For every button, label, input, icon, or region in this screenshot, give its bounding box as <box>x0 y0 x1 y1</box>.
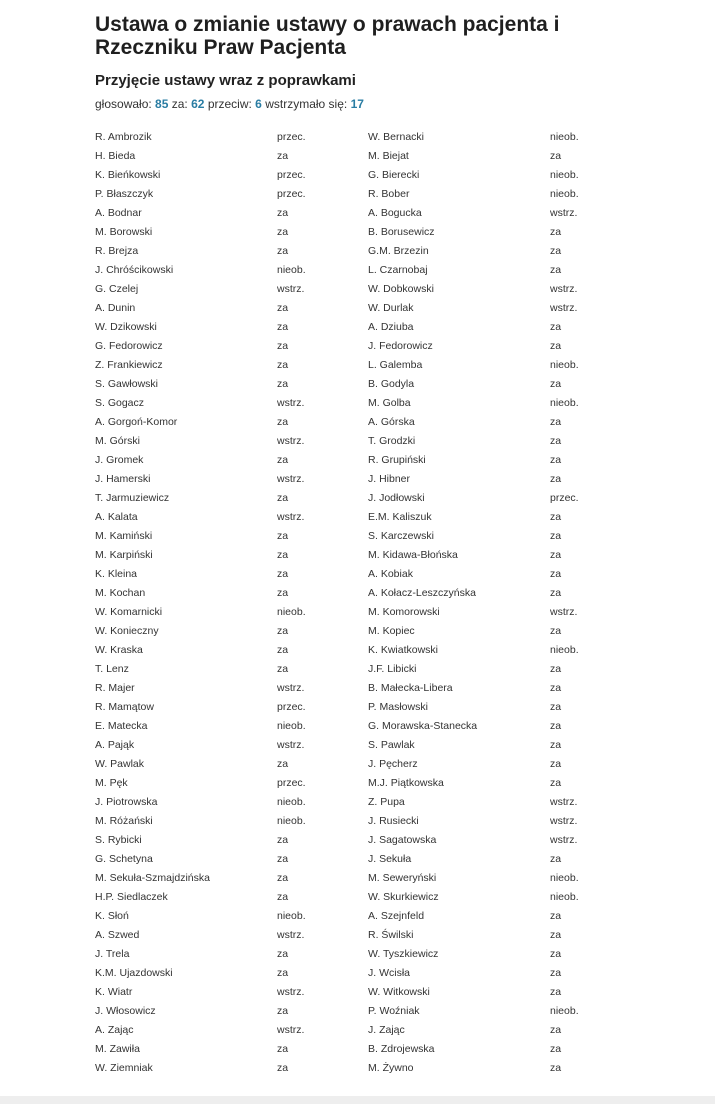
senator-name: R. Majer <box>95 682 135 694</box>
senator-vote: za <box>277 891 289 903</box>
senator-vote: za <box>550 1062 562 1074</box>
senator-name: M. Biejat <box>368 150 409 162</box>
senator-vote: wstrz. <box>550 283 578 295</box>
senator-vote: za <box>550 663 562 675</box>
senator-vote: nieob. <box>550 891 579 903</box>
senator-vote: nieob. <box>277 796 306 808</box>
senator-vote: za <box>550 986 562 998</box>
senator-name: S. Karczewski <box>368 530 434 542</box>
senator-vote: za <box>550 378 562 390</box>
senator-vote: za <box>550 1024 562 1036</box>
senator-vote: przec. <box>277 701 306 713</box>
senator-name: R. Mamątow <box>95 701 154 713</box>
senator-vote: za <box>550 929 562 941</box>
page-header <box>95 0 655 112</box>
senator-name: S. Gogacz <box>95 397 145 409</box>
senator-name: M. Sekuła-Szmajdzińska <box>95 872 210 884</box>
senator-vote: wstrz. <box>277 986 305 998</box>
senator-vote: za <box>277 492 289 504</box>
senator-name: M. Kochan <box>95 587 146 599</box>
senator-name: S. Gawłowski <box>95 378 159 390</box>
senator-name: S. Pawlak <box>368 739 415 751</box>
senator-vote: za <box>550 625 562 637</box>
senator-vote: wstrz. <box>277 435 305 447</box>
for-label: za: <box>171 97 188 111</box>
senator-name: M. Kidawa-Błońska <box>368 549 458 561</box>
senator-name: P. Błaszczyk <box>95 188 154 200</box>
senator-name: M. Pęk <box>95 777 128 789</box>
senator-vote: nieob. <box>550 359 579 371</box>
senator-name: B. Godyla <box>368 378 415 390</box>
senator-name: M. Żywno <box>368 1062 414 1074</box>
senator-vote: za <box>277 644 289 656</box>
senator-vote: nieob. <box>550 872 579 884</box>
senator-vote: przec. <box>277 777 306 789</box>
senator-name: P. Woźniak <box>368 1005 420 1017</box>
senator-name: J. Pęcherz <box>368 758 418 770</box>
senator-vote: za <box>550 321 562 333</box>
senator-name: R. Grupiński <box>368 454 426 466</box>
senator-vote: wstrz. <box>550 302 578 314</box>
senator-vote: wstrz. <box>277 283 305 295</box>
senator-vote: za <box>277 1043 289 1055</box>
senator-vote: za <box>550 720 562 732</box>
senator-name: W. Durlak <box>368 302 414 314</box>
against-count: 6 <box>255 97 262 111</box>
senator-vote: za <box>277 948 289 960</box>
senator-name: G. Bierecki <box>368 169 420 181</box>
senator-vote: za <box>277 568 289 580</box>
senator-name: G. Fedorowicz <box>95 340 163 352</box>
senator-name: W. Dzikowski <box>95 321 157 333</box>
senator-name: M. Borowski <box>95 226 153 238</box>
senator-vote: za <box>550 777 562 789</box>
senator-vote: za <box>550 511 562 523</box>
senator-vote: za <box>550 150 562 162</box>
senator-vote: za <box>550 530 562 542</box>
senator-name: L. Czarnobaj <box>368 264 428 276</box>
senator-name: J. Chróścikowski <box>95 264 174 276</box>
senator-name: G. Morawska-Stanecka <box>368 720 478 732</box>
senator-name: G. Schetyna <box>95 853 153 865</box>
senator-name: M. Różański <box>95 815 153 827</box>
senator-name: B. Małecka-Libera <box>368 682 453 694</box>
senator-name: J. Wcisła <box>368 967 410 979</box>
senator-vote: wstrz. <box>550 834 578 846</box>
senator-name: A. Bogucka <box>368 207 422 219</box>
senator-name: J. Włosowicz <box>95 1005 156 1017</box>
senator-name: A. Bodnar <box>95 207 142 219</box>
senator-name: J. Gromek <box>95 454 144 466</box>
senator-vote: wstrz. <box>277 929 305 941</box>
senator-name: H.P. Siedlaczek <box>95 891 168 903</box>
senator-vote: za <box>277 454 289 466</box>
senator-name: J. Hibner <box>368 473 411 485</box>
senator-vote: nieob. <box>277 720 306 732</box>
senator-vote: nieob. <box>550 644 579 656</box>
senator-name: J. Sagatowska <box>368 834 437 846</box>
senator-vote: wstrz. <box>550 606 578 618</box>
senator-name: A. Kołacz-Leszczyńska <box>368 587 476 599</box>
senator-name: M. Kopiec <box>368 625 415 637</box>
senator-vote: nieob. <box>550 188 579 200</box>
for-count: 62 <box>191 97 205 111</box>
senator-name: M. Komorowski <box>368 606 440 618</box>
senator-name: B. Borusewicz <box>368 226 435 238</box>
senator-vote: za <box>277 872 289 884</box>
senator-vote: przec. <box>277 188 306 200</box>
senator-name: J. Rusiecki <box>368 815 419 827</box>
senator-vote: za <box>277 758 289 770</box>
senator-vote: nieob. <box>277 264 306 276</box>
senator-vote: nieob. <box>550 1005 579 1017</box>
senator-name: K. Kwiatkowski <box>368 644 439 656</box>
senator-vote: przec. <box>277 169 306 181</box>
senator-vote: za <box>550 948 562 960</box>
senator-vote: za <box>550 435 562 447</box>
senator-name: P. Masłowski <box>368 701 428 713</box>
page-title: Ustawa o zmianie ustawy o prawach pacjenta i Rzeczniku Praw Pacjenta <box>95 13 560 59</box>
senator-vote: wstrz. <box>277 739 305 751</box>
senator-vote: nieob. <box>550 169 579 181</box>
senator-name: W. Pawlak <box>95 758 145 770</box>
senator-name: M. Seweryński <box>368 872 437 884</box>
senator-vote: nieob. <box>277 910 306 922</box>
footer-bar <box>0 1096 715 1104</box>
senator-vote: za <box>277 1005 289 1017</box>
senator-vote: za <box>550 758 562 770</box>
senator-vote: za <box>277 226 289 238</box>
senator-vote: za <box>277 587 289 599</box>
voted-count: 85 <box>155 97 169 111</box>
senator-name: W. Skurkiewicz <box>368 891 439 903</box>
senator-name: A. Szejnfeld <box>368 910 425 922</box>
senator-vote: za <box>550 682 562 694</box>
senator-name: G. Czelej <box>95 283 139 295</box>
senator-vote: za <box>550 1043 562 1055</box>
senator-vote: za <box>550 701 562 713</box>
against-label: przeciw: <box>207 97 252 111</box>
senator-name: J. Piotrowska <box>95 796 158 808</box>
senator-vote: przec. <box>550 492 579 504</box>
senator-name: T. Jarmuziewicz <box>95 492 170 504</box>
abstain-label: wstrzymało się: <box>265 97 348 111</box>
senator-name: B. Zdrojewska <box>368 1043 435 1055</box>
senator-vote: za <box>550 226 562 238</box>
senator-vote: wstrz. <box>550 207 578 219</box>
senator-vote: za <box>277 967 289 979</box>
senator-vote: za <box>277 416 289 428</box>
senator-vote: nieob. <box>277 606 306 618</box>
senator-name: W. Bernacki <box>368 131 425 143</box>
senator-vote: za <box>277 245 289 257</box>
senator-vote: za <box>277 1062 289 1074</box>
abstain-count: 17 <box>350 97 364 111</box>
senator-name: R. Brejza <box>95 245 139 257</box>
senator-vote: wstrz. <box>277 473 305 485</box>
senator-vote: za <box>277 302 289 314</box>
senator-name: J. Jodłowski <box>368 492 425 504</box>
senator-vote: za <box>550 454 562 466</box>
senator-vote: wstrz. <box>550 796 578 808</box>
senator-vote: za <box>550 967 562 979</box>
senator-name: A. Górska <box>368 416 415 428</box>
senator-name: A. Szwed <box>95 929 140 941</box>
senator-name: M. Karpiński <box>95 549 153 561</box>
senator-name: E. Matecka <box>95 720 148 732</box>
senator-name: E.M. Kaliszuk <box>368 511 432 523</box>
senator-name: A. Pająk <box>95 739 135 751</box>
senator-name: J. Trela <box>95 948 130 960</box>
senator-name: J. Sekuła <box>368 853 412 865</box>
senator-name: Z. Frankiewicz <box>95 359 163 371</box>
senator-vote: za <box>550 739 562 751</box>
senator-name: M.J. Piątkowska <box>368 777 444 789</box>
senator-name: A. Zając <box>95 1024 134 1036</box>
senator-vote: wstrz. <box>277 682 305 694</box>
senator-name: J. Fedorowicz <box>368 340 433 352</box>
senator-name: T. Lenz <box>95 663 129 675</box>
senator-name: A. Kobiak <box>368 568 413 580</box>
senator-name: A. Kalata <box>95 511 138 523</box>
senator-vote: wstrz. <box>550 815 578 827</box>
senator-name: W. Ziemniak <box>95 1062 153 1074</box>
senator-vote: nieob. <box>277 815 306 827</box>
senator-vote: nieob. <box>550 131 579 143</box>
senator-name: J.F. Libicki <box>368 663 417 675</box>
senator-vote: za <box>277 378 289 390</box>
senator-name: W. Witkowski <box>368 986 430 998</box>
senator-name: K. Kleina <box>95 568 138 580</box>
senator-name: K. Słoń <box>95 910 129 922</box>
senator-name: L. Galemba <box>368 359 423 371</box>
senator-vote: za <box>550 264 562 276</box>
senator-vote: za <box>277 663 289 675</box>
senator-vote: za <box>550 416 562 428</box>
senator-vote: za <box>277 321 289 333</box>
senator-vote: za <box>550 340 562 352</box>
senator-name: J. Zając <box>368 1024 405 1036</box>
senator-name: Z. Pupa <box>368 796 405 808</box>
senator-vote: za <box>277 853 289 865</box>
senator-vote: za <box>550 853 562 865</box>
senator-vote: wstrz. <box>277 511 305 523</box>
senator-name: A. Dunin <box>95 302 136 314</box>
senator-name: W. Kraska <box>95 644 143 656</box>
senator-vote: za <box>277 207 289 219</box>
senator-vote: za <box>277 359 289 371</box>
senator-name: G.M. Brzezin <box>368 245 429 257</box>
senator-name: M. Górski <box>95 435 140 447</box>
senator-vote: przec. <box>277 131 306 143</box>
senator-vote: za <box>550 587 562 599</box>
senator-vote: za <box>277 549 289 561</box>
voted-label: głosowało: <box>95 97 152 111</box>
senator-name: R. Bober <box>368 188 410 200</box>
senator-vote: za <box>550 245 562 257</box>
senator-name: K. Bieńkowski <box>95 169 161 181</box>
senator-vote: wstrz. <box>277 397 305 409</box>
senator-name: A. Dziuba <box>368 321 414 333</box>
senator-name: W. Konieczny <box>95 625 159 637</box>
senator-name: R. Ambrozik <box>95 131 152 143</box>
senator-vote: za <box>277 530 289 542</box>
senator-name: H. Bieda <box>95 150 136 162</box>
senator-name: M. Golba <box>368 397 411 409</box>
senator-vote: za <box>277 340 289 352</box>
senator-name: R. Świlski <box>368 929 414 941</box>
vote-summary <box>95 96 655 112</box>
senator-name: W. Dobkowski <box>368 283 434 295</box>
senator-name: S. Rybicki <box>95 834 142 846</box>
senator-vote: za <box>550 549 562 561</box>
senator-name: M. Zawiła <box>95 1043 140 1055</box>
senator-name: J. Hamerski <box>95 473 151 485</box>
senator-name: T. Grodzki <box>368 435 416 447</box>
senator-name: A. Gorgoń-Komor <box>95 416 178 428</box>
senator-vote: nieob. <box>550 397 579 409</box>
senator-vote: za <box>550 473 562 485</box>
senator-vote: wstrz. <box>277 1024 305 1036</box>
senator-name: K.M. Ujazdowski <box>95 967 173 979</box>
senator-vote: za <box>550 568 562 580</box>
vote-subtitle: Przyjęcie ustawy wraz z poprawkami <box>95 72 356 89</box>
senator-vote: za <box>550 910 562 922</box>
senator-name: K. Wiatr <box>95 986 133 998</box>
senator-name: W. Komarnicki <box>95 606 163 618</box>
senator-name: W. Tyszkiewicz <box>368 948 439 960</box>
senator-vote: za <box>277 150 289 162</box>
senator-vote: za <box>277 834 289 846</box>
senator-name: M. Kamiński <box>95 530 153 542</box>
senator-vote: za <box>277 625 289 637</box>
